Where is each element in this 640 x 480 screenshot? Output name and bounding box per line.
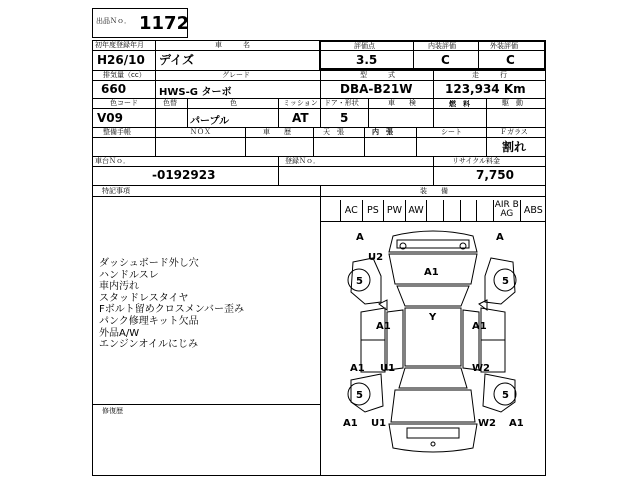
remark-item: スタッドレスタイヤ xyxy=(99,292,189,304)
color-change-label: 色替 xyxy=(163,99,177,107)
history-label: 車 歴 xyxy=(263,128,291,136)
damage-right-rear-door: W2 xyxy=(472,363,490,374)
remark-item: エンジンオイルにじみ xyxy=(99,339,198,351)
displacement-label: 排気量（cc） xyxy=(103,71,146,79)
grade-label: グレード xyxy=(222,71,250,79)
tire-front-left: 5 xyxy=(356,276,363,287)
reg-no-label: 登録Ｎｏ． xyxy=(285,157,320,165)
fuel-label: 燃 料 xyxy=(449,100,470,108)
damage-rear-left-2: U1 xyxy=(371,418,387,429)
nox-label: ＮＯＸ xyxy=(190,128,211,136)
f-glass-label: Ｆガラス xyxy=(500,128,528,136)
damage-roof: Y xyxy=(429,312,437,323)
color-label: 色 xyxy=(230,99,237,107)
interior-label: 内装評価 xyxy=(428,42,456,50)
equipment-slot xyxy=(426,200,443,221)
door-shape-value: 5 xyxy=(340,111,349,125)
mileage-value: 123,934 Km xyxy=(445,82,526,96)
lot-number-box xyxy=(92,8,188,38)
lot-number-value: 1172 xyxy=(139,13,190,34)
exterior-label: 外装評価 xyxy=(490,42,518,50)
score-value: 3.5 xyxy=(356,53,378,67)
mission-value: AT xyxy=(292,111,309,125)
interior-trim-label: 内 張 xyxy=(372,128,393,136)
mission-label: ミッション xyxy=(283,99,318,107)
equipment-aw: AW xyxy=(405,200,427,221)
damage-bumper-front: U2 xyxy=(368,252,384,263)
remark-item: 外品A/W xyxy=(99,327,140,339)
f-glass-value: 割れ xyxy=(502,140,527,154)
tire-rear-right: 5 xyxy=(502,390,509,401)
color-value: パープル xyxy=(190,116,230,127)
exterior-value: C xyxy=(506,53,515,67)
damage-rear-left: A1 xyxy=(343,418,358,429)
interior-value: C xyxy=(441,53,450,67)
equipment-abs: ABS xyxy=(520,200,546,221)
damage-rear-right: W2 xyxy=(478,418,496,429)
inspection-label: 車 検 xyxy=(388,99,416,107)
color-code-label: 色コード xyxy=(110,99,138,107)
equipment-pw: PW xyxy=(383,200,405,221)
damage-left-front-door: A1 xyxy=(376,321,391,332)
damage-left-rear: A1 xyxy=(350,363,365,374)
remark-item: ハンドルスレ xyxy=(99,269,159,281)
mileage-label: 走 行 xyxy=(472,71,507,79)
car-damage-diagram xyxy=(321,222,545,475)
equipment-airbag: AIR BAG xyxy=(494,200,519,219)
repair-label: 修復歴 xyxy=(102,407,123,415)
chassis-no-label: 車台Ｎｏ． xyxy=(95,157,130,165)
equipment-label: 装 備 xyxy=(420,187,448,195)
sunroof-label: 天 張 xyxy=(323,128,344,136)
remark-item: Fボルト留めクロスメンバー歪み xyxy=(99,304,245,316)
tire-rear-left: 5 xyxy=(356,390,363,401)
drive-label: 駆 動 xyxy=(502,99,523,107)
equipment-slot xyxy=(460,200,477,221)
model-label: 型 式 xyxy=(360,71,395,79)
car-name-value: デイズ xyxy=(159,53,195,67)
score-label: 評価点 xyxy=(354,42,375,50)
equipment-row xyxy=(340,200,546,221)
door-shape-label: ドア・形状 xyxy=(324,99,359,107)
recycle-value: 7,750 xyxy=(476,168,514,182)
remark-item: ダッシュボード外し穴 xyxy=(99,258,199,269)
equipment-slot xyxy=(443,200,460,221)
damage-right-front-door: A1 xyxy=(472,321,487,332)
recycle-label: リサイクル料金 xyxy=(452,157,501,165)
remarks-label: 特記事項 xyxy=(102,187,130,195)
equipment-slot xyxy=(476,200,493,221)
tire-front-right: 5 xyxy=(502,276,509,287)
damage-front-right: A xyxy=(496,232,504,243)
model-value: DBA-B21W xyxy=(340,82,413,96)
damage-hood: A1 xyxy=(424,267,439,278)
equipment-ps: PS xyxy=(362,200,384,221)
damage-left-rear-door: U1 xyxy=(380,363,396,374)
remark-item: 車内汚れ xyxy=(99,281,139,293)
first-reg-label: 初年度登録年月 xyxy=(95,41,144,49)
remarks-list xyxy=(99,258,317,351)
color-code-value: V09 xyxy=(97,111,123,125)
car-name-label: 車 名 xyxy=(215,41,250,49)
damage-rear-right-2: A1 xyxy=(509,418,524,429)
equipment-ac: AC xyxy=(340,200,362,221)
damage-front-left: A xyxy=(356,232,364,243)
seat-label: シート xyxy=(441,128,462,136)
grade-value: HWS-G ターボ xyxy=(159,87,232,98)
remark-item: パンク修理キット欠品 xyxy=(99,315,199,327)
manual-label: 整備手帳 xyxy=(103,128,131,136)
chassis-no-value: -0192923 xyxy=(152,168,216,182)
first-reg-value: H26/10 xyxy=(97,53,145,67)
lot-number-label: 出品Ｎｏ． xyxy=(96,17,131,25)
displacement-value: 660 xyxy=(101,82,127,96)
